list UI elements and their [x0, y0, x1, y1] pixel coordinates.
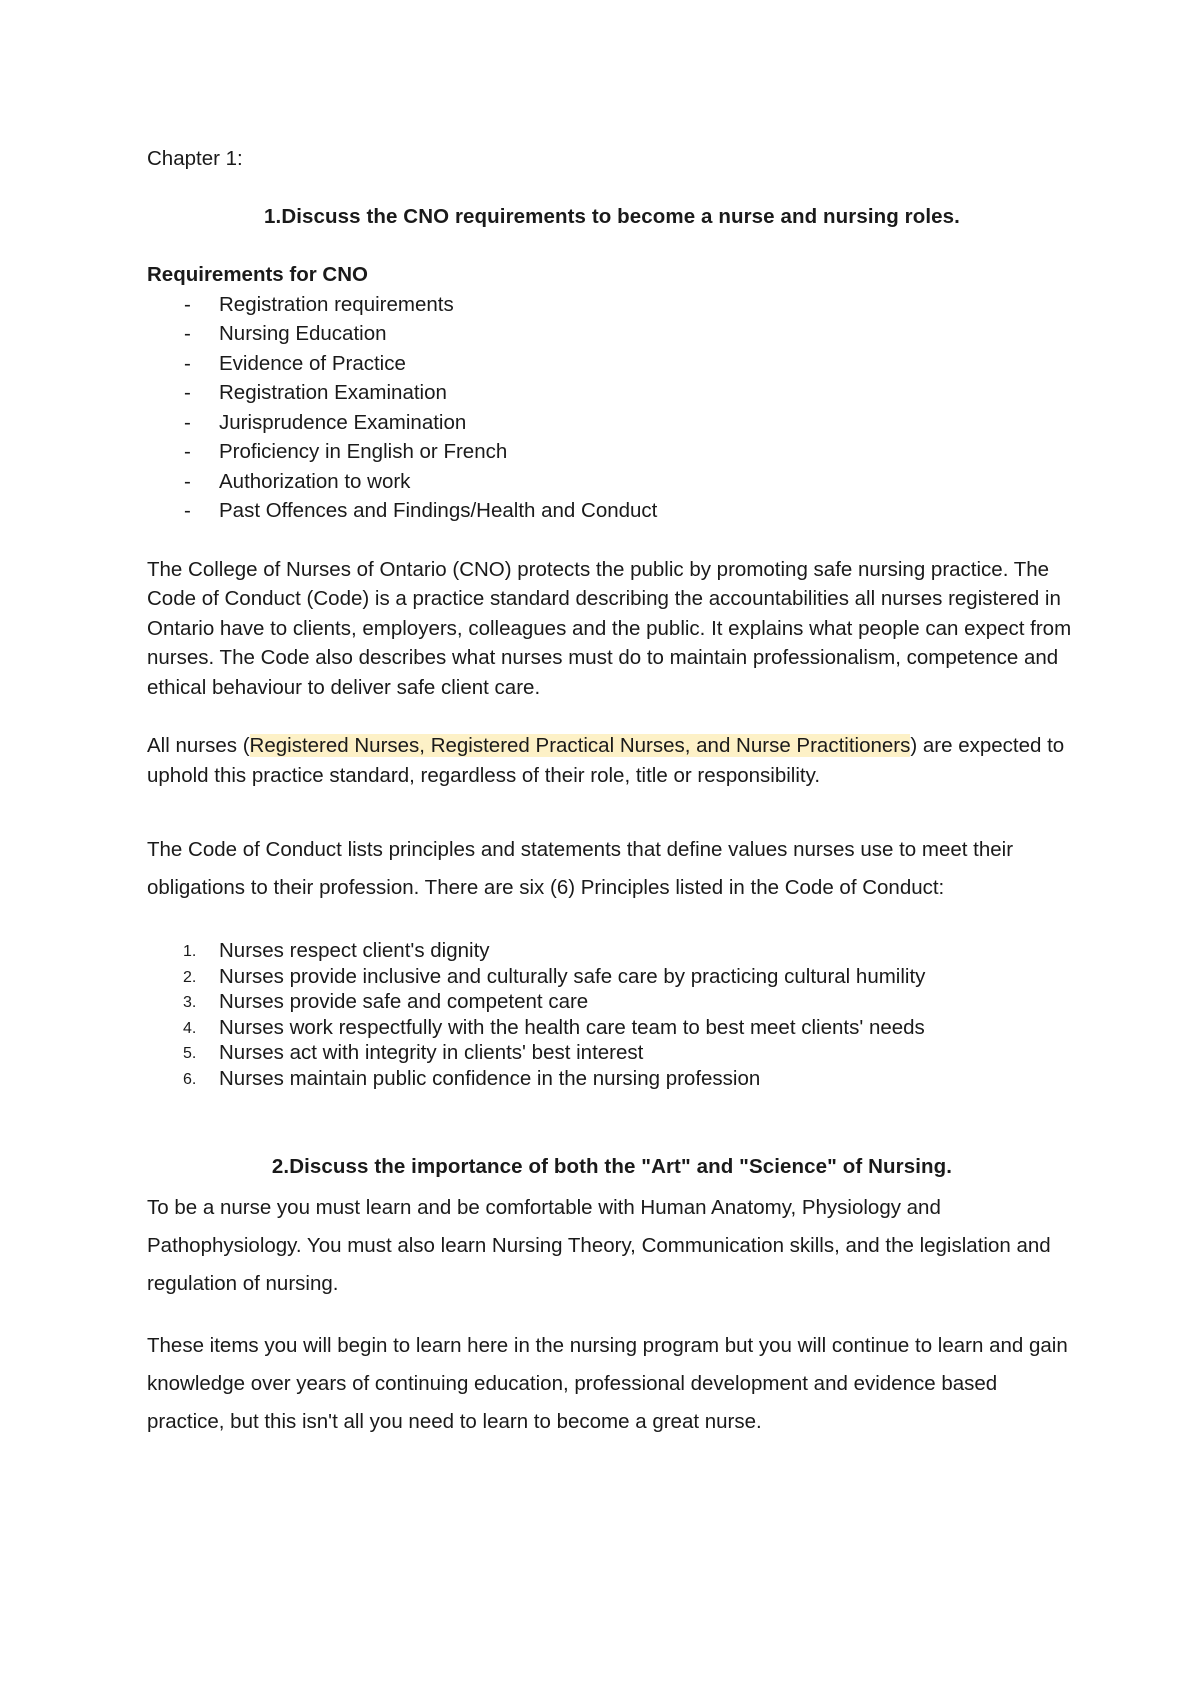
- document-body: [147, 144, 1077, 1441]
- principle-text: Nurses provide safe and competent care: [219, 990, 589, 1014]
- highlighted-text: Registered Nurses, Registered Practical Nurses, and Nurse Practitioners: [249, 734, 911, 757]
- code-of-conduct-paragraph: The Code of Conduct lists principles and statements that define values nurses use to meet their obligations to their profession. There are six (6) Principles listed in the Code of Conduct:: [147, 838, 1014, 899]
- list-item: [147, 1066, 1077, 1092]
- list-number: 2.: [183, 968, 197, 986]
- principle-text: Nurses provide inclusive and culturally safe care by practicing cultural humility: [219, 964, 926, 988]
- art-science-paragraph-2: These items you will begin to learn here in the nursing program but you will continue to learn and gain knowledge over years of continuing education, professional development and evidence based practice, but this isn't all you need to learn to become a great nurse.: [147, 1334, 1068, 1434]
- list-item: [147, 408, 1077, 438]
- all-nurses-paragraph: [147, 731, 1077, 790]
- requirement-text: Registration Examination: [219, 381, 447, 404]
- principle-text: Nurses work respectfully with the health care team to best meet clients' needs: [219, 1015, 925, 1039]
- list-number: 6.: [183, 1070, 197, 1088]
- list-number: 1.: [183, 943, 197, 960]
- list-item: [147, 989, 1077, 1015]
- requirement-text: Jurisprudence Examination: [219, 410, 467, 434]
- requirement-text: Authorization to work: [219, 469, 411, 493]
- cno-paragraph: The College of Nurses of Ontario (CNO) protects the public by promoting safe nursing practice. The Code of Conduct (Code) is a practice standard describing the accountabilities all nurses registered in Ontario have to clients, employers, colleagues and the public. It explains what people can expect from nurses. The Code also describes what nurses must do to maintain professionalism, competence and ethical behaviour to deliver safe client care.: [147, 557, 1072, 699]
- list-item: [147, 290, 1077, 320]
- requirements-list: [147, 290, 1077, 526]
- principle-text: Nurses maintain public confidence in the nursing profession: [219, 1066, 761, 1090]
- paragraph-text-before: All nurses (: [147, 734, 250, 757]
- list-item: [147, 467, 1077, 497]
- dash-bullet: -: [184, 499, 191, 522]
- chapter-label: Chapter 1:: [147, 147, 243, 170]
- list-number: 3.: [183, 994, 197, 1012]
- list-item: [147, 437, 1077, 467]
- requirements-subheading: Requirements for CNO: [147, 263, 368, 286]
- paragraph-text-after: ) are expected to uphold this practice standard, regardless of their role, title or responsibility.: [147, 734, 1065, 787]
- list-item: [147, 1015, 1077, 1041]
- question-2-heading: 2.Discuss the importance of both the "Art" and "Science" of Nursing.: [271, 1154, 953, 1178]
- principles-list: [147, 938, 1077, 1092]
- principle-text: Nurses act with integrity in clients' best interest: [219, 1041, 644, 1065]
- dash-bullet: -: [184, 381, 191, 404]
- requirement-text: Nursing Education: [219, 322, 387, 345]
- list-item: [147, 938, 1077, 964]
- requirement-text: Registration requirements: [219, 292, 454, 316]
- list-item: [147, 496, 1077, 526]
- list-number: 5.: [183, 1045, 197, 1063]
- dash-bullet: -: [184, 322, 191, 345]
- requirement-text: Past Offences and Findings/Health and Conduct: [219, 499, 658, 522]
- list-item: [147, 1040, 1077, 1066]
- requirement-text: Evidence of Practice: [219, 351, 406, 375]
- principle-text: Nurses respect client's dignity: [219, 939, 490, 962]
- list-item: [147, 964, 1077, 990]
- dash-bullet: -: [184, 292, 191, 316]
- requirement-text: Proficiency in English or French: [219, 440, 508, 463]
- list-number: 4.: [183, 1019, 197, 1037]
- dash-bullet: -: [184, 440, 191, 463]
- dash-bullet: -: [184, 469, 191, 493]
- art-science-paragraph-1: To be a nurse you must learn and be comfortable with Human Anatomy, Physiology and Pathophysiology. You must also learn Nursing Theory, Communication skills, and the legislation and regulation of nursing.: [147, 1196, 1051, 1296]
- list-item: [147, 319, 1077, 349]
- list-item: [147, 349, 1077, 379]
- dash-bullet: -: [184, 410, 191, 434]
- list-item: [147, 378, 1077, 408]
- dash-bullet: -: [184, 351, 191, 375]
- question-1-heading: 1.Discuss the CNO requirements to become a nurse and nursing roles.: [264, 204, 960, 228]
